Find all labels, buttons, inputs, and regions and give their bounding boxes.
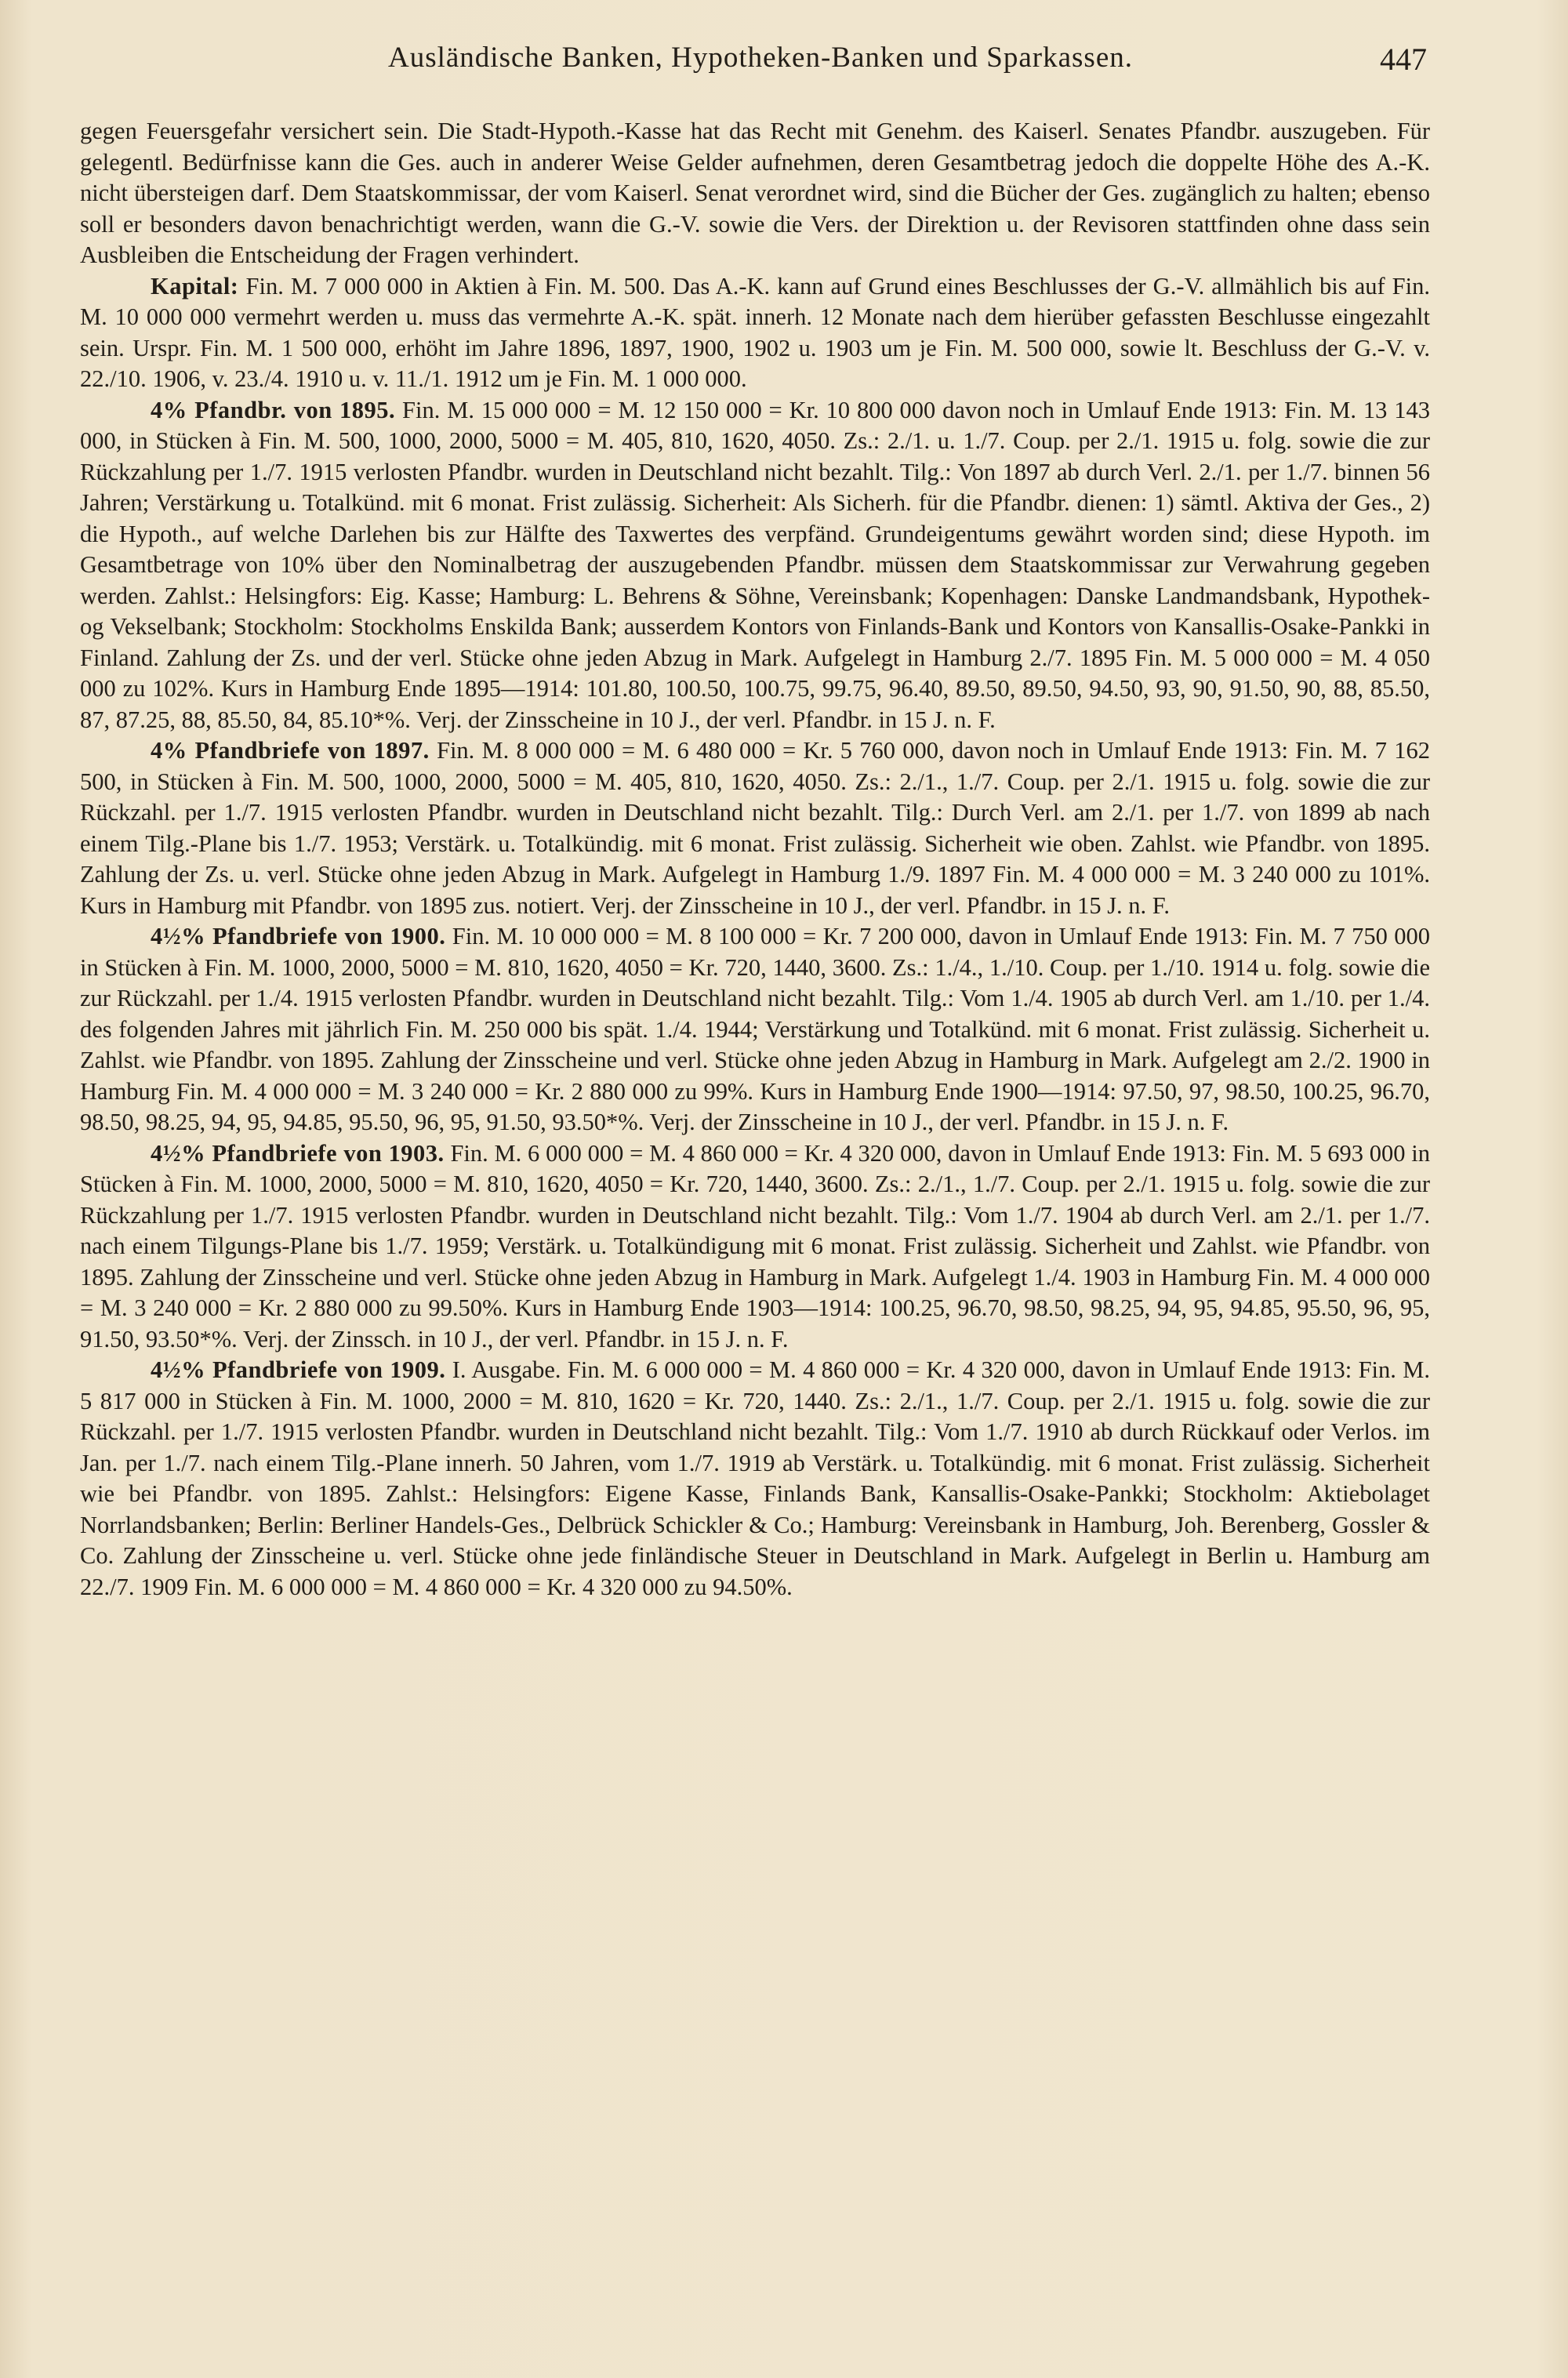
pfandbr-1895-heading: 4% Pfandbr. von 1895. [151, 396, 396, 423]
pfandbr-1909-text: I. Ausgabe. Fin. M. 6 000 000 = M. 4 860 000 = Kr. 4 320 000, davon in Umlauf Ende 1913: Fin. M. 5 817 000 in Stücken à Fin. M. 1000, 2000 = M. 810, 1620 = Kr. 720, 1440. Zs.: 2./1., 1./7. Coup. per 2./1. 1915 u. folg. sowie die zur Rückzahl. per 1./7. 1915 verlosten Pfandbr. wurden in Deutschland nicht bezahlt. Tilg.: Vom 1./7. 1910 ab durch Rückkauf oder Verlos. im Jan. per 1./7. nach einem Tilg.-Plane innerh. 50 Jahren, vom 1./7. 1919 ab Verstärk. u. Totalkündig. mit 6 monat. Frist zulässig. Sicherheit wie bei Pfandbr. von 1895. Zahlst.: Helsingfors: Eigene Kasse, Finlands Bank, Kansallis-Osake-Pankki; Stockholm: Aktiebolaget Norrlandsbanken; Berlin: Berliner Handels-Ges., Delbrück Schickler & Co.; Hamburg: Vereinsbank in Hamburg, Joh. Berenberg, Gossler & Co. Zahlung der Zinsscheine u. verl. Stücke ohne jede finländische Steuer in Deutschland in Mark. Aufgelegt in Berlin u. Hamburg am 22./7. 1909 Fin. M. 6 000 000 = M. 4 860 000 = Kr. 4 320 000 zu 94.50%. [80, 1356, 1430, 1600]
pfandbr-1909-paragraph [80, 1355, 1430, 1603]
page-header [78, 41, 1427, 88]
pfandbr-1897-paragraph [80, 735, 1430, 921]
kapital-paragraph [80, 271, 1430, 395]
kapital-text: Fin. M. 7 000 000 in Aktien à Fin. M. 500. Das A.-K. kann auf Grund eines Beschlusses der G.-V. allmählich bis auf Fin. M. 10 000 000 vermehrt werden u. muss das vermehrte A.-K. spät. innerh. 12 Monate nach dem hierüber gefassten Beschlusse eingezahlt sein. Urspr. Fin. M. 1 500 000, erhöht im Jahre 1896, 1897, 1900, 1902 u. 1903 um je Fin. M. 500 000, sowie lt. Beschluss der G.-V. v. 22./10. 1906, v. 23./4. 1910 u. v. 11./1. 1912 um je Fin. M. 1 000 000. [80, 272, 1430, 392]
pfandbr-1903-paragraph [80, 1138, 1430, 1356]
pfandbr-1909-heading: 4½% Pfandbriefe von 1909. [151, 1356, 446, 1383]
pfandbr-1897-heading: 4% Pfandbriefe von 1897. [151, 737, 430, 764]
pfandbr-1900-heading: 4½% Pfandbriefe von 1900. [151, 923, 446, 949]
intro-paragraph: gegen Feuersgefahr versichert sein. Die Stadt-Hypoth.-Kasse hat das Recht mit Genehm. des Kaiserl. Senates Pfandbr. auszugeben. Für gelegentl. Bedürfnisse kann die Ges. auch in anderer Weise Gelder aufnehmen, deren Gesamtbetrag jedoch die doppelte Höhe des A.-K. nicht übersteigen darf. Dem Staatskommissar, der vom Kaiserl. Senat verordnet wird, sind die Bücher der Ges. zugänglich zu halten; ebenso soll er besonders davon benachrichtigt werden, wann die G.-V. sowie die Vers. der Direktion u. der Revisoren stattfinden ohne dass sein Ausbleiben die Entscheidung der Fragen verhindert. [80, 118, 1430, 268]
pfandbr-1900-paragraph [80, 921, 1430, 1138]
pfandbr-1895-text: Fin. M. 15 000 000 = M. 12 150 000 = Kr. 10 800 000 davon noch in Umlauf Ende 1913: Fin. M. 13 143 000, in Stücken à Fin. M. 500, 1000, 2000, 5000 = M. 405, 810, 1620, 4050. Zs.: 2./1. u. 1./7. Coup. per 2./1. 1915 u. folg. sowie die zur Rückzahlung per 1./7. 1915 verlosten Pfandbr. wurden in Deutschland nicht bezahlt. Tilg.: Von 1897 ab durch Verl. 2./1. per 1./7. binnen 56 Jahren; Verstärkung u. Totalkünd. mit 6 monat. Frist zulässig. Sicherheit: Als Sicherh. für die Pfandbr. dienen: 1) sämtl. Aktiva der Ges., 2) die Hypoth., auf welche Darlehen bis zur Hälfte des Taxwertes des verpfänd. Grundeigentums gewährt worden sind; diese Hypoth. im Gesamtbetrage von 10% über den Nominalbetrag der auszugebenden Pfandbr. müssen dem Staatskommissar zur Verwahrung gegeben werden. Zahlst.: Helsingfors: Eig. Kasse; Hamburg: L. Behrens & Söhne, Vereinsbank; Kopenhagen: Danske Landmandsbank, Hypothek- og Vekselbank; Stockholm: Stockholms Enskilda Bank; ausserdem Kontors von Finlands-Bank und Kontors von Kansallis-Osake-Pankki in Finland. Zahlung der Zs. und der verl. Stücke ohne jeden Abzug in Mark. Aufgelegt in Hamburg 2./7. 1895 Fin. M. 5 000 000 = M. 4 050 000 zu 102%. Kurs in Hamburg Ende 1895—1914: 101.80, 100.50, 100.75, 99.75, 96.40, 89.50, 89.50, 94.50, 93, 90, 91.50, 90, 88, 85.50, 87, 87.25, 88, 85.50, 84, 85.10*%. Verj. der Zinsscheine in 10 J., der verl. Pfandbr. in 15 J. n. F. [80, 396, 1430, 733]
main-text [80, 116, 1430, 1603]
pfandbr-1900-text: Fin. M. 10 000 000 = M. 8 100 000 = Kr. 7 200 000, davon in Umlauf Ende 1913: Fin. M. 7 750 000 in Stücken à Fin. M. 1000, 2000, 5000 = M. 810, 1620, 4050 = Kr. 720, 1440, 3600. Zs.: 1./4., 1./10. Coup. per 1./10. 1914 u. folg. sowie die zur Rückzahl. per 1./4. 1915 verlosten Pfandbr. wurden in Deutschland nicht bezahlt. Tilg.: Vom 1./4. 1905 ab durch Verl. am 1./10. per 1./4. des folgenden Jahres mit jährlich Fin. M. 250 000 bis spät. 1./4. 1944; Verstärkung und Totalkünd. mit 6 monat. Frist zulässig. Sicherheit u. Zahlst. wie Pfandbr. von 1895. Zahlung der Zinsscheine und verl. Stücke ohne jeden Abzug in Hamburg in Mark. Aufgelegt am 2./2. 1900 in Hamburg Fin. M. 4 000 000 = M. 3 240 000 = Kr. 2 880 000 zu 99%. Kurs in Hamburg Ende 1900—1914: 97.50, 97, 98.50, 100.25, 96.70, 98.50, 98.25, 94, 95, 94.85, 95.50, 96, 95, 91.50, 93.50*%. Verj. der Zinsscheine in 10 J., der verl. Pfandbr. in 15 J. n. F. [80, 923, 1430, 1135]
page-number: 447 [1380, 42, 1427, 77]
running-title: Ausländische Banken, Hypotheken-Banken und Sparkassen. [387, 42, 1134, 74]
pfandbr-1895-paragraph [80, 395, 1430, 736]
pfandbr-1903-text: Fin. M. 6 000 000 = M. 4 860 000 = Kr. 4 320 000, davon in Umlauf Ende 1913: Fin. M. 5 693 000 in Stücken à Fin. M. 1000, 2000, 5000 = M. 810, 1620, 4050 = Kr. 720, 1440, 3600. Zs.: 2./1., 1./7. Coup. per 2./1. 1915 u. folg. sowie die zur Rückzahlung per 1./7. 1915 verlosten Pfandbr. wurden in Deutschland nicht bezahlt. Tilg.: Vom 1./7. 1904 ab durch Verl. am 2./1. per 1./7. nach einem Tilgungs-Plane bis 1./7. 1959; Verstärk. u. Totalkündigung mit 6 monat. Frist zulässig. Sicherheit und Zahlst. wie Pfandbr. von 1895. Zahlung der Zinsscheine und verl. Stücke ohne jeden Abzug in Hamburg in Mark. Aufgelegt 1./4. 1903 in Hamburg Fin. M. 4 000 000 = M. 3 240 000 = Kr. 2 880 000 zu 99.50%. Kurs in Hamburg Ende 1903—1914: 100.25, 96.70, 98.50, 98.25, 94, 95, 94.85, 95.50, 96, 95, 91.50, 93.50*%. Verj. der Zinssch. in 10 J., der verl. Pfandbr. in 15 J. n. F. [80, 1139, 1430, 1352]
pfandbr-1903-heading: 4½% Pfandbriefe von 1903. [151, 1139, 445, 1167]
kapital-heading: Kapital: [151, 272, 239, 300]
pfandbr-1897-text: Fin. M. 8 000 000 = M. 6 480 000 = Kr. 5 760 000, davon noch in Umlauf Ende 1913: Fin. M. 7 162 500, in Stücken à Fin. M. 500, 1000, 2000, 5000 = M. 405, 810, 1620, 4050. Zs.: 2./1., 1./7. Coup. per 2./1. 1915 u. folg. sowie die zur Rückzahl. per 1./7. 1915 verlosten Pfandbr. wurden in Deutschland nicht bezahlt. Tilg.: Durch Verl. am 2./1. per 1./7. von 1899 ab nach einem Tilg.-Plane bis 1./7. 1953; Verstärk. u. Totalkündig. mit 6 monat. Frist zulässig. Sicherheit wie oben. Zahlst. wie Pfandbr. von 1895. Zahlung der Zs. u. verl. Stücke ohne jeden Abzug in Mark. Aufgelegt in Hamburg 1./9. 1897 Fin. M. 4 000 000 = M. 3 240 000 zu 101%. Kurs in Hamburg mit Pfandbr. von 1895 zus. notiert. Verj. der Zinsscheine in 10 J., der verl. Pfandbr. in 15 J. n. F. [80, 737, 1430, 919]
